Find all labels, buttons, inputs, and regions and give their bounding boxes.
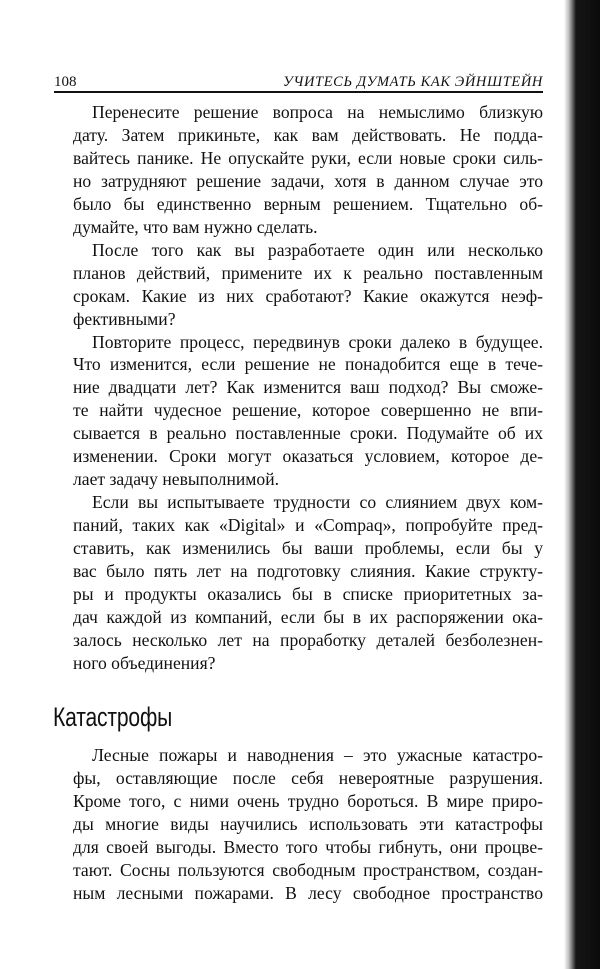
page-number: 108 <box>54 74 77 90</box>
text-line: После того как вы разработаете один или несколько <box>92 239 543 260</box>
text-line: для своей выгоды. Вместо того чтобы гибнуть, они процве- <box>73 836 543 857</box>
text-line: изменении. Сроки могут оказаться условием, которое де- <box>73 446 543 467</box>
text-line: сывается в реально поставленные сроки. Подумайте об их <box>73 423 543 444</box>
running-header <box>54 74 543 93</box>
paragraph <box>54 491 543 675</box>
paragraph <box>54 331 543 492</box>
text-line: срокам. Какие из них сработают? Какие окажутся неэф- <box>73 285 543 306</box>
text-line: думайте, что вам нужно сделать. <box>73 216 318 237</box>
text-line: вайтесь панике. Не опускайте руки, если новые сроки силь- <box>73 147 543 168</box>
paragraph <box>54 744 543 905</box>
text-line: лает задачу невыполнимой. <box>73 469 280 490</box>
text-line: Лесные пожары и наводнения – это ужасные катастро- <box>92 745 543 765</box>
scan-spine-shadow <box>564 0 600 969</box>
text-line: Кроме того, с ними очень трудно бороться. В мире приро- <box>73 790 543 811</box>
paragraph <box>54 101 543 239</box>
text-line: фы, оставляющие после себя невероятные разрушения. <box>73 767 543 788</box>
text-line: Что изменится, если решение не понадобится еще в тече- <box>73 354 543 375</box>
text-line: было бы единственно верным решением. Тщательно об- <box>73 193 543 214</box>
text-line: те найти чудесное решение, которое совершенно не впи- <box>73 400 543 421</box>
body-text-section-1 <box>54 101 543 675</box>
text-line: Перенесите решение вопроса на немыслимо близкую <box>92 102 543 122</box>
text-line: планов действий, примените их к реально поставленным <box>73 262 543 283</box>
text-line: ного объединения? <box>73 652 216 673</box>
paragraph <box>54 239 543 331</box>
text-line: ры и продукты оказались бы в списке приоритетных за- <box>73 584 543 605</box>
text-line: ным лесными пожарами. В лесу свободное пространство <box>73 882 543 903</box>
text-line: паний, таких как «Digital» и «Compaq», попробуйте пред- <box>73 515 543 536</box>
section-heading: Катастрофы <box>53 702 173 732</box>
text-line: фективными? <box>73 308 176 329</box>
text-line: Если вы испытываете трудности со слиянием двух ком- <box>92 492 543 513</box>
text-line: вас было пять лет на подготовку слияния. Какие структу- <box>73 561 543 582</box>
text-line: ние двадцати лет? Как изменится ваш подход? Вы сможе- <box>73 377 543 398</box>
text-line: дату. Затем прикиньте, как вам действовать. Не подда- <box>73 124 543 145</box>
text-line: Повторите процесс, передвинув сроки далеко в будущее. <box>92 331 543 352</box>
text-line: тают. Сосны пользуются свободным пространством, создан- <box>73 859 543 880</box>
body-text-section-2 <box>54 744 543 905</box>
text-line: дач каждой из компаний, если бы в их распоряжении ока- <box>73 606 543 627</box>
text-line: ставить, как изменились бы ваши проблемы, если бы у <box>73 538 543 559</box>
book-title: УЧИТЕСЬ ДУМАТЬ КАК ЭЙНШТЕЙН <box>283 74 543 90</box>
text-line: но затрудняют решение задачи, хотя в данном случае это <box>73 170 543 191</box>
text-line: ды многие виды научились использовать эти катастрофы <box>73 813 543 834</box>
text-line: залось несколько лет на проработку деталей безболезнен- <box>73 629 543 650</box>
